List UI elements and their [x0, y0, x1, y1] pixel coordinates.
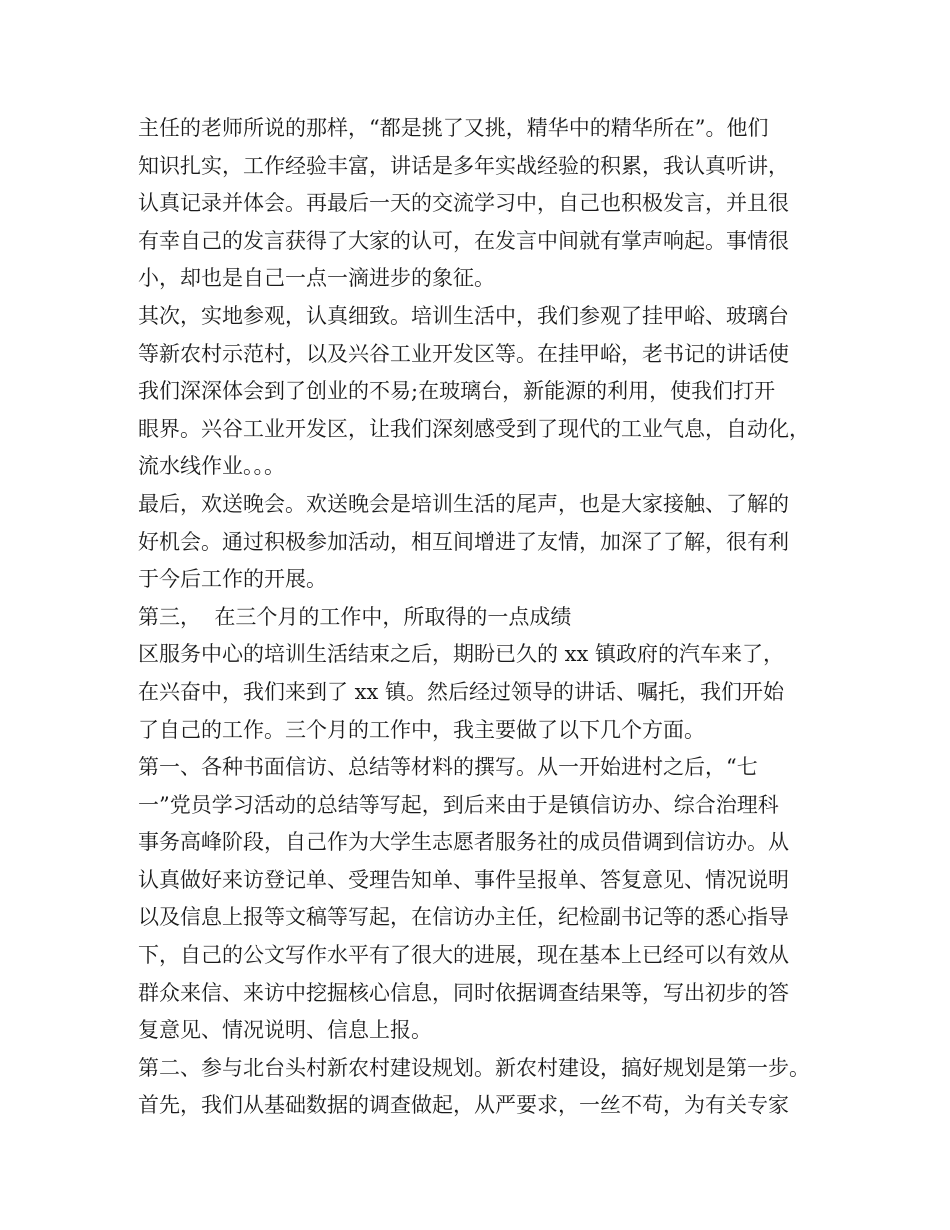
text-line: 下，自己的公文写作水平有了很大的进展，现在基本上已经可以有效从 — [138, 943, 789, 968]
text-line: 等新农村示范村，以及兴谷工业开发区等。在挂甲峪，老书记的讲话使 — [138, 341, 789, 366]
text-line: 事务高峰阶段，自己作为大学生志愿者服务社的成员借调到信访办。从 — [138, 830, 789, 855]
text-line: 最后，欢送晚会。欢送晚会是培训生活的尾声，也是大家接触、了解的 — [138, 491, 789, 516]
section-heading: 第三， 在三个月的工作中，所取得的一点成绩 — [138, 604, 572, 629]
text-line: 第一、各种书面信访、总结等材料的撰写。从一开始进村之后，“七 — [138, 755, 758, 780]
text-line: 在兴奋中，我们来到了 xx 镇。然后经过领导的讲话、嘱托，我们开始 — [138, 679, 785, 704]
text-line: 眼界。兴谷工业开发区，让我们深刻感受到了现代的工业气息，自动化， — [138, 416, 810, 441]
document-body — [138, 110, 838, 1125]
text-line: 知识扎实，工作经验丰富，讲话是多年实战经验的积累，我认真听讲， — [138, 153, 789, 178]
text-line: 流水线作业。。。 — [138, 454, 285, 479]
text-line: 区服务中心的培训生活结束之后，期盼已久的 xx 镇政府的汽车来了， — [138, 642, 785, 667]
text-line: 群众来信、来访中挖掘核心信息，同时依据调查结果等，写出初步的答 — [138, 980, 789, 1005]
text-line: 好机会。通过积极参加活动，相互间增进了友情，加深了了解，很有利 — [138, 529, 789, 554]
text-line: 小，却也是自己一点一滴进步的象征。 — [138, 266, 495, 291]
text-line: 有幸自己的发言获得了大家的认可，在发言中间就有掌声响起。事情很 — [138, 228, 789, 253]
text-line: 于今后工作的开展。 — [138, 567, 327, 592]
text-line: 一”党员学习活动的总结等写起，到后来由于是镇信访办、综合治理科 — [138, 792, 779, 817]
text-line: 我们深深体会到了创业的不易;在玻璃台，新能源的利用，使我们打开 — [138, 379, 776, 404]
text-line: 以及信息上报等文稿等写起，在信访办主任，纪检副书记等的悉心指导 — [138, 905, 789, 930]
text-line: 认真做好来访登记单、受理告知单、事件呈报单、答复意见、情况说明 — [138, 867, 789, 892]
text-line: 其次，实地参观，认真细致。培训生活中，我们参观了挂甲峪、玻璃台 — [138, 303, 789, 328]
text-line: 复意见、情况说明、信息上报。 — [138, 1018, 432, 1043]
text-line: 主任的老师所说的那样，“都是挑了又挑，精华中的精华所在”。他们 — [138, 116, 769, 140]
text-line: 第二、参与北台头村新农村建设规划。新农村建设，搞好规划是第一步。 — [138, 1055, 810, 1080]
text-line: 认真记录并体会。再最后一天的交流学习中，自己也积极发言，并且很 — [138, 191, 789, 216]
text-line: 首先，我们从基础数据的调查做起，从严要求，一丝不苟，为有关专家 — [138, 1093, 789, 1118]
text-line: 了自己的工作。三个月的工作中，我主要做了以下几个方面。 — [138, 717, 705, 742]
